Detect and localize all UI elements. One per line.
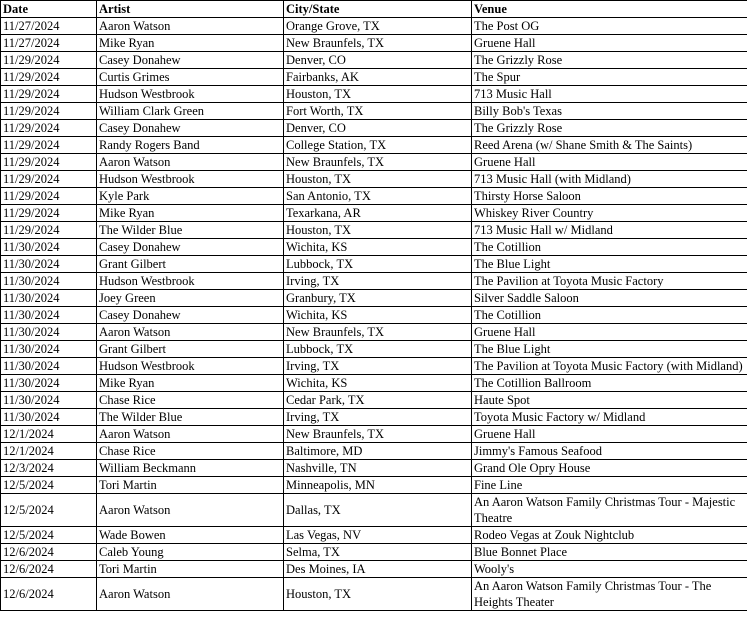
- city-state-cell: Houston, TX: [284, 171, 472, 188]
- table-row: [1, 35, 747, 52]
- date-cell: 11/30/2024: [1, 239, 97, 256]
- artist-cell: Joey Green: [97, 290, 284, 307]
- city-state-cell: Irving, TX: [284, 273, 472, 290]
- artist-cell: Hudson Westbrook: [97, 171, 284, 188]
- venue-cell: The Grizzly Rose: [472, 52, 747, 69]
- venue-cell: Whiskey River Country: [472, 205, 747, 222]
- city-state-cell: Des Moines, IA: [284, 561, 472, 578]
- venue-cell: Toyota Music Factory w/ Midland: [472, 409, 747, 426]
- venue-cell: The Cotillion: [472, 239, 747, 256]
- venue-cell: The Cotillion Ballroom: [472, 375, 747, 392]
- artist-cell: Casey Donahew: [97, 239, 284, 256]
- city-state-cell: New Braunfels, TX: [284, 154, 472, 171]
- venue-cell: The Pavilion at Toyota Music Factory: [472, 273, 747, 290]
- venue-cell: 713 Music Hall: [472, 86, 747, 103]
- city-state-cell: Houston, TX: [284, 86, 472, 103]
- city-state-cell: Selma, TX: [284, 544, 472, 561]
- table-row: [1, 256, 747, 273]
- date-cell: 11/29/2024: [1, 188, 97, 205]
- artist-cell: Casey Donahew: [97, 120, 284, 137]
- table-row: [1, 443, 747, 460]
- city-state-cell: Baltimore, MD: [284, 443, 472, 460]
- table-row: [1, 137, 747, 154]
- venue-cell: Silver Saddle Saloon: [472, 290, 747, 307]
- date-cell: 11/27/2024: [1, 35, 97, 52]
- city-state-cell: Wichita, KS: [284, 239, 472, 256]
- venue-cell: Rodeo Vegas at Zouk Nightclub: [472, 527, 747, 544]
- artist-cell: William Beckmann: [97, 460, 284, 477]
- artist-cell: Hudson Westbrook: [97, 358, 284, 375]
- artist-cell: Aaron Watson: [97, 324, 284, 341]
- table-row: [1, 494, 747, 527]
- table-row: [1, 307, 747, 324]
- date-cell: 11/29/2024: [1, 120, 97, 137]
- table-row: [1, 154, 747, 171]
- table-row: [1, 341, 747, 358]
- table-row: [1, 477, 747, 494]
- date-cell: 11/30/2024: [1, 409, 97, 426]
- artist-cell: Randy Rogers Band: [97, 137, 284, 154]
- venue-cell: Blue Bonnet Place: [472, 544, 747, 561]
- venue-cell: Fine Line: [472, 477, 747, 494]
- date-cell: 11/30/2024: [1, 324, 97, 341]
- date-cell: 11/29/2024: [1, 69, 97, 86]
- date-cell: 11/29/2024: [1, 103, 97, 120]
- table-row: [1, 188, 747, 205]
- city-state-cell: Houston, TX: [284, 578, 472, 611]
- date-cell: 11/27/2024: [1, 18, 97, 35]
- artist-cell: Hudson Westbrook: [97, 273, 284, 290]
- header-row: [1, 1, 747, 18]
- table-row: [1, 103, 747, 120]
- venue-cell: An Aaron Watson Family Christmas Tour - The Heights Theater: [472, 578, 747, 611]
- column-header-date: Date: [1, 1, 97, 18]
- table-row: [1, 358, 747, 375]
- table-row: [1, 392, 747, 409]
- venue-cell: Haute Spot: [472, 392, 747, 409]
- city-state-cell: San Antonio, TX: [284, 188, 472, 205]
- venue-cell: The Cotillion: [472, 307, 747, 324]
- date-cell: 12/6/2024: [1, 544, 97, 561]
- city-state-cell: New Braunfels, TX: [284, 426, 472, 443]
- venue-cell: Gruene Hall: [472, 154, 747, 171]
- artist-cell: Hudson Westbrook: [97, 86, 284, 103]
- table-row: [1, 375, 747, 392]
- date-cell: 12/1/2024: [1, 443, 97, 460]
- table-row: [1, 409, 747, 426]
- column-header-city-state: City/State: [284, 1, 472, 18]
- venue-cell: Gruene Hall: [472, 324, 747, 341]
- venue-cell: Gruene Hall: [472, 426, 747, 443]
- city-state-cell: Las Vegas, NV: [284, 527, 472, 544]
- artist-cell: The Wilder Blue: [97, 222, 284, 239]
- date-cell: 12/1/2024: [1, 426, 97, 443]
- date-cell: 11/29/2024: [1, 52, 97, 69]
- city-state-cell: Wichita, KS: [284, 375, 472, 392]
- column-header-artist: Artist: [97, 1, 284, 18]
- city-state-cell: Texarkana, AR: [284, 205, 472, 222]
- date-cell: 12/5/2024: [1, 477, 97, 494]
- table-row: [1, 324, 747, 341]
- table-row: [1, 426, 747, 443]
- venue-cell: The Blue Light: [472, 256, 747, 273]
- date-cell: 11/29/2024: [1, 171, 97, 188]
- city-state-cell: Minneapolis, MN: [284, 477, 472, 494]
- artist-cell: Mike Ryan: [97, 205, 284, 222]
- venue-cell: The Pavilion at Toyota Music Factory (with Midland): [472, 358, 747, 375]
- artist-cell: Chase Rice: [97, 443, 284, 460]
- artist-cell: Aaron Watson: [97, 154, 284, 171]
- artist-cell: Kyle Park: [97, 188, 284, 205]
- date-cell: 11/30/2024: [1, 256, 97, 273]
- venue-cell: The Blue Light: [472, 341, 747, 358]
- city-state-cell: New Braunfels, TX: [284, 35, 472, 52]
- artist-cell: Tori Martin: [97, 561, 284, 578]
- venue-cell: Grand Ole Opry House: [472, 460, 747, 477]
- date-cell: 11/29/2024: [1, 154, 97, 171]
- artist-cell: Tori Martin: [97, 477, 284, 494]
- table-row: [1, 120, 747, 137]
- artist-cell: Aaron Watson: [97, 426, 284, 443]
- artist-cell: Chase Rice: [97, 392, 284, 409]
- date-cell: 11/30/2024: [1, 375, 97, 392]
- venue-cell: Jimmy's Famous Seafood: [472, 443, 747, 460]
- city-state-cell: Orange Grove, TX: [284, 18, 472, 35]
- table-row: [1, 52, 747, 69]
- city-state-cell: Irving, TX: [284, 409, 472, 426]
- table-row: [1, 578, 747, 611]
- date-cell: 11/30/2024: [1, 358, 97, 375]
- venue-cell: Thirsty Horse Saloon: [472, 188, 747, 205]
- date-cell: 12/6/2024: [1, 561, 97, 578]
- city-state-cell: Houston, TX: [284, 222, 472, 239]
- artist-cell: Mike Ryan: [97, 35, 284, 52]
- artist-cell: Caleb Young: [97, 544, 284, 561]
- table-row: [1, 561, 747, 578]
- city-state-cell: College Station, TX: [284, 137, 472, 154]
- table-row: [1, 527, 747, 544]
- city-state-cell: Fort Worth, TX: [284, 103, 472, 120]
- city-state-cell: Denver, CO: [284, 120, 472, 137]
- city-state-cell: Denver, CO: [284, 52, 472, 69]
- table-row: [1, 239, 747, 256]
- table-row: [1, 460, 747, 477]
- artist-cell: Grant Gilbert: [97, 341, 284, 358]
- artist-cell: Curtis Grimes: [97, 69, 284, 86]
- artist-cell: Aaron Watson: [97, 578, 284, 611]
- date-cell: 11/29/2024: [1, 222, 97, 239]
- city-state-cell: New Braunfels, TX: [284, 324, 472, 341]
- date-cell: 11/29/2024: [1, 86, 97, 103]
- city-state-cell: Cedar Park, TX: [284, 392, 472, 409]
- table-row: [1, 544, 747, 561]
- column-header-venue: Venue: [472, 1, 747, 18]
- table-row: [1, 273, 747, 290]
- table-row: [1, 69, 747, 86]
- venue-cell: Gruene Hall: [472, 35, 747, 52]
- city-state-cell: Wichita, KS: [284, 307, 472, 324]
- date-cell: 11/30/2024: [1, 307, 97, 324]
- table-row: [1, 222, 747, 239]
- date-cell: 12/5/2024: [1, 527, 97, 544]
- date-cell: 11/30/2024: [1, 392, 97, 409]
- date-cell: 12/3/2024: [1, 460, 97, 477]
- artist-cell: Aaron Watson: [97, 494, 284, 527]
- date-cell: 11/30/2024: [1, 341, 97, 358]
- table-row: [1, 205, 747, 222]
- date-cell: 11/29/2024: [1, 205, 97, 222]
- date-cell: 11/30/2024: [1, 273, 97, 290]
- venue-cell: 713 Music Hall w/ Midland: [472, 222, 747, 239]
- date-cell: 11/30/2024: [1, 290, 97, 307]
- artist-cell: Aaron Watson: [97, 18, 284, 35]
- table-row: [1, 171, 747, 188]
- venue-cell: The Grizzly Rose: [472, 120, 747, 137]
- venue-cell: The Spur: [472, 69, 747, 86]
- table-row: [1, 86, 747, 103]
- artist-cell: William Clark Green: [97, 103, 284, 120]
- city-state-cell: Irving, TX: [284, 358, 472, 375]
- venue-cell: The Post OG: [472, 18, 747, 35]
- date-cell: 12/6/2024: [1, 578, 97, 611]
- city-state-cell: Granbury, TX: [284, 290, 472, 307]
- city-state-cell: Fairbanks, AK: [284, 69, 472, 86]
- city-state-cell: Dallas, TX: [284, 494, 472, 527]
- artist-cell: The Wilder Blue: [97, 409, 284, 426]
- city-state-cell: Nashville, TN: [284, 460, 472, 477]
- artist-cell: Wade Bowen: [97, 527, 284, 544]
- venue-cell: An Aaron Watson Family Christmas Tour - Majestic Theatre: [472, 494, 747, 527]
- venue-cell: 713 Music Hall (with Midland): [472, 171, 747, 188]
- city-state-cell: Lubbock, TX: [284, 256, 472, 273]
- table-row: [1, 18, 747, 35]
- table-row: [1, 290, 747, 307]
- artist-cell: Grant Gilbert: [97, 256, 284, 273]
- venue-cell: Wooly's: [472, 561, 747, 578]
- city-state-cell: Lubbock, TX: [284, 341, 472, 358]
- artist-cell: Mike Ryan: [97, 375, 284, 392]
- artist-cell: Casey Donahew: [97, 307, 284, 324]
- date-cell: 11/29/2024: [1, 137, 97, 154]
- date-cell: 12/5/2024: [1, 494, 97, 527]
- venue-cell: Reed Arena (w/ Shane Smith & The Saints): [472, 137, 747, 154]
- artist-cell: Casey Donahew: [97, 52, 284, 69]
- venue-cell: Billy Bob's Texas: [472, 103, 747, 120]
